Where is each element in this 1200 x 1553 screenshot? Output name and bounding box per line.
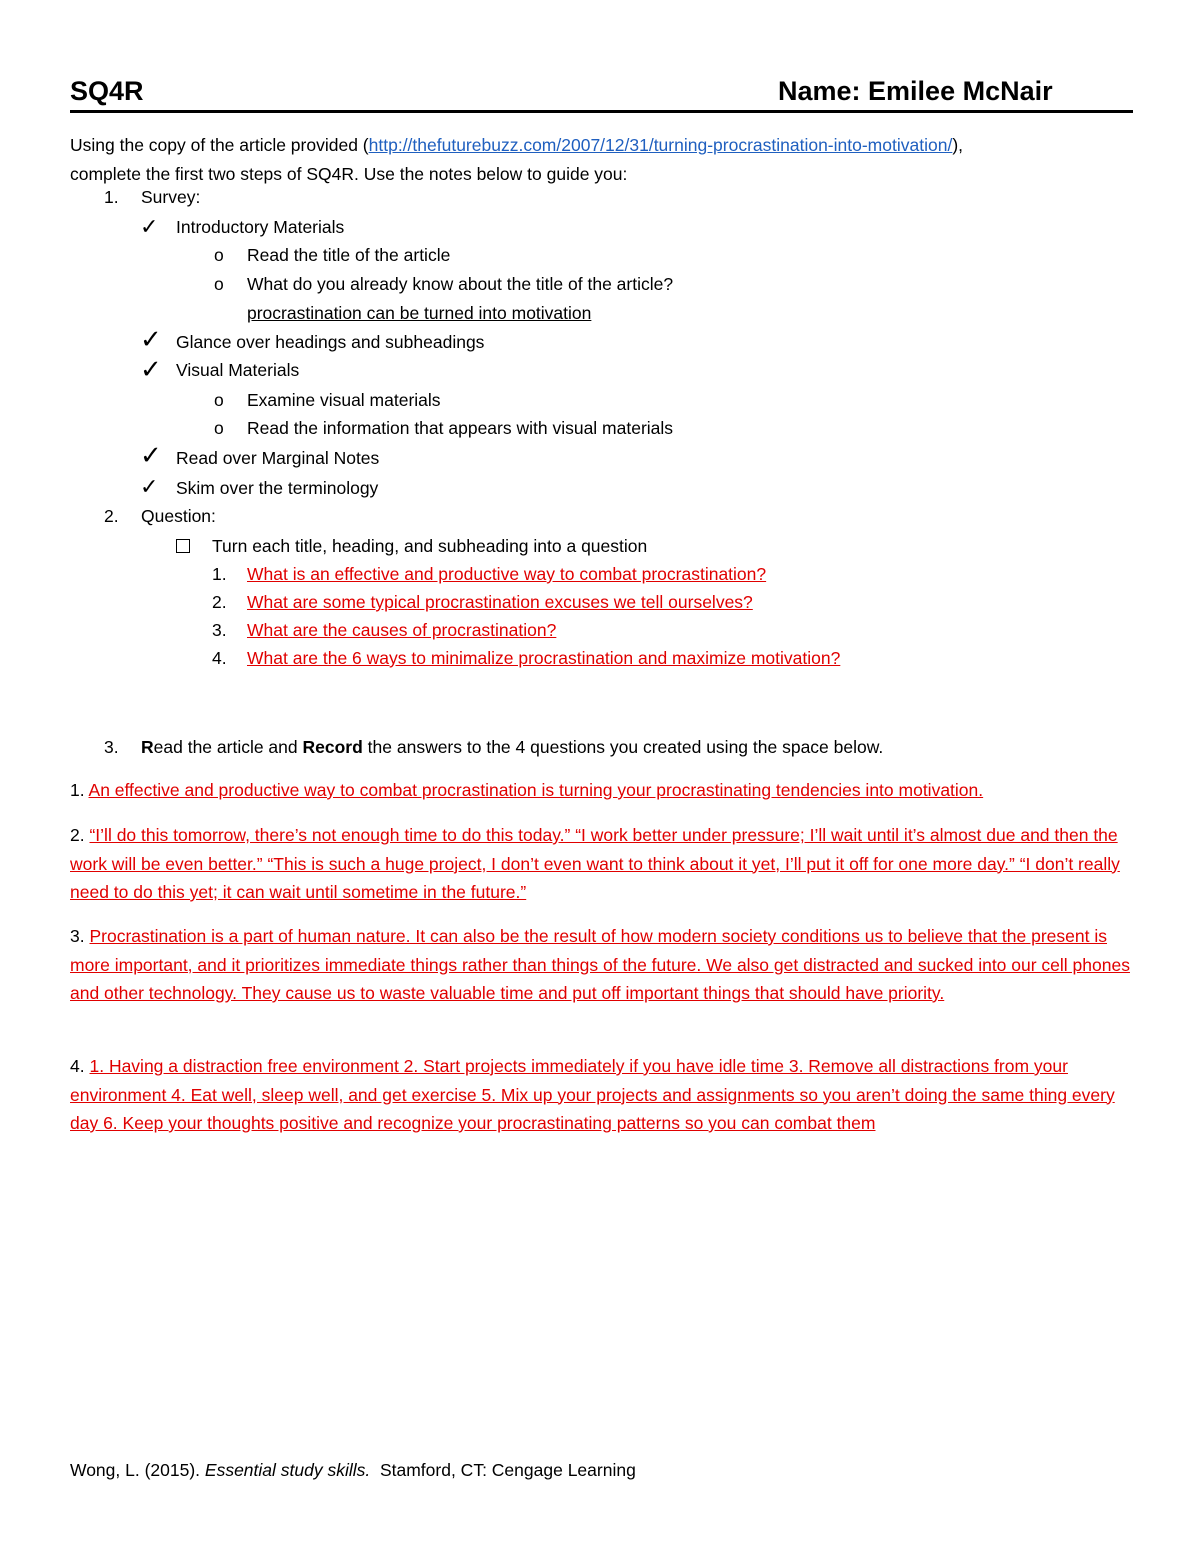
student-name: Name: Emilee McNair (778, 76, 1053, 106)
answer-text: 1. Having a distraction free environment 2. Start projects immediately if you have idle time 3. Remove all distractions from your environment 4. Eat well, sleep well, and get exercise 5. Mix up your projects and assignments so you aren’t doing the same thing every day 6. Keep your thoughts positive and recognize your procrastinating patterns so you can combat them (70, 1056, 1115, 1133)
survey-sub-read-visual-info: Read the information that appears with visual materials (247, 418, 674, 438)
survey-item-glance-headings: Glance over headings and subheadings (176, 332, 485, 352)
checkmark-icon: ✓ (140, 474, 159, 499)
survey-item-terminology: Skim over the terminology (176, 478, 379, 498)
document-title: SQ4R (70, 76, 144, 106)
read-record-number: 3. (104, 737, 119, 757)
intro-text-before-link: Using the copy of the article provided ( (70, 135, 369, 155)
header-rule (70, 110, 1133, 113)
read-record-instruction (141, 736, 883, 758)
question-heading: Question: (141, 506, 216, 526)
question-item-number: 3. (212, 620, 227, 640)
answer-text: Procrastination is a part of human nature. It can also be the result of how modern society conditions us to believe that the present is more important, and it prioritizes immediate things rather than things of the future. We also get distracted and sucked into our cell phones and other technology. They cause us to waste valuable time and put off important things that should have priority. (70, 926, 1130, 1003)
answer-number: 4. (70, 1056, 85, 1076)
checkmark-icon: ✓ (140, 214, 159, 239)
bullet-o: o (214, 245, 224, 265)
checkmark-icon: ✓ (140, 324, 162, 354)
question-instruction: Turn each title, heading, and subheading into a question (212, 536, 648, 556)
question-item: What are some typical procrastination excuses we tell ourselves? (247, 592, 753, 612)
answer-number: 1. (70, 780, 85, 800)
citation-author: Wong, L. (2015). (70, 1460, 205, 1480)
survey-number: 1. (104, 187, 119, 207)
survey-heading: Survey: (141, 187, 201, 207)
bullet-o: o (214, 274, 224, 294)
answer-paragraph-4 (70, 1052, 1135, 1138)
question-item: What is an effective and productive way to combat procrastination? (247, 564, 767, 584)
checkmark-icon: ✓ (140, 440, 162, 470)
answer-paragraph-3 (70, 922, 1135, 1008)
answer-text: “I’ll do this tomorrow, there’s not enough time to do this today.” “I work better under pressure; I’ll wait until it’s almost due and then the work will be even better.” “This is such a huge project, I don’t even want to think about it yet, I’ll put it off for one more day.” “I don’t really need to do this yet; it can wait until sometime in the future.” (70, 825, 1120, 902)
read-text-2: the answers to the 4 questions you created using the space below. (362, 737, 884, 757)
survey-sub-examine-visuals: Examine visual materials (247, 390, 441, 410)
survey-answer-prior-knowledge: procrastination can be turned into motivation (247, 303, 592, 323)
survey-item-marginal-notes: Read over Marginal Notes (176, 448, 380, 468)
survey-item-visual-materials: Visual Materials (176, 360, 300, 380)
survey-sub-read-title: Read the title of the article (247, 245, 451, 265)
intro-line-2: complete the first two steps of SQ4R. Use the notes below to guide you: (70, 164, 628, 184)
record-bold: Record (302, 737, 363, 757)
intro-text-after-link: ), (952, 135, 964, 155)
citation-publisher: Stamford, CT: Cengage Learning (370, 1460, 636, 1480)
bullet-o: o (214, 390, 224, 410)
survey-sub-what-do-you-know: What do you already know about the title of the article? (247, 274, 674, 294)
answer-paragraph-2 (70, 821, 1135, 907)
answer-text: An effective and productive way to combat procrastination is turning your procrastinating tendencies into motivation. (88, 780, 984, 800)
citation (70, 1459, 636, 1481)
question-item-number: 2. (212, 592, 227, 612)
question-item-number: 4. (212, 648, 227, 668)
question-number: 2. (104, 506, 119, 526)
question-item-number: 1. (212, 564, 227, 584)
citation-title: Essential study skills. (204, 1460, 371, 1480)
read-text-1: ead the article and (153, 737, 303, 757)
answer-number: 3. (70, 926, 85, 946)
intro-line-1 (70, 134, 963, 156)
question-item: What are the 6 ways to minimalize procrastination and maximize motivation? (247, 648, 841, 668)
bullet-o: o (214, 418, 224, 438)
read-r-bold: R (141, 737, 154, 757)
checkbox-icon (176, 539, 190, 553)
survey-item-introductory-materials: Introductory Materials (176, 217, 345, 237)
checkmark-icon: ✓ (140, 354, 162, 384)
answer-paragraph-1 (70, 776, 1135, 805)
answer-number: 2. (70, 825, 85, 845)
article-link[interactable]: http://thefuturebuzz.com/2007/12/31/turning-procrastination-into-motivation/ (368, 135, 953, 155)
question-item: What are the causes of procrastination? (247, 620, 557, 640)
